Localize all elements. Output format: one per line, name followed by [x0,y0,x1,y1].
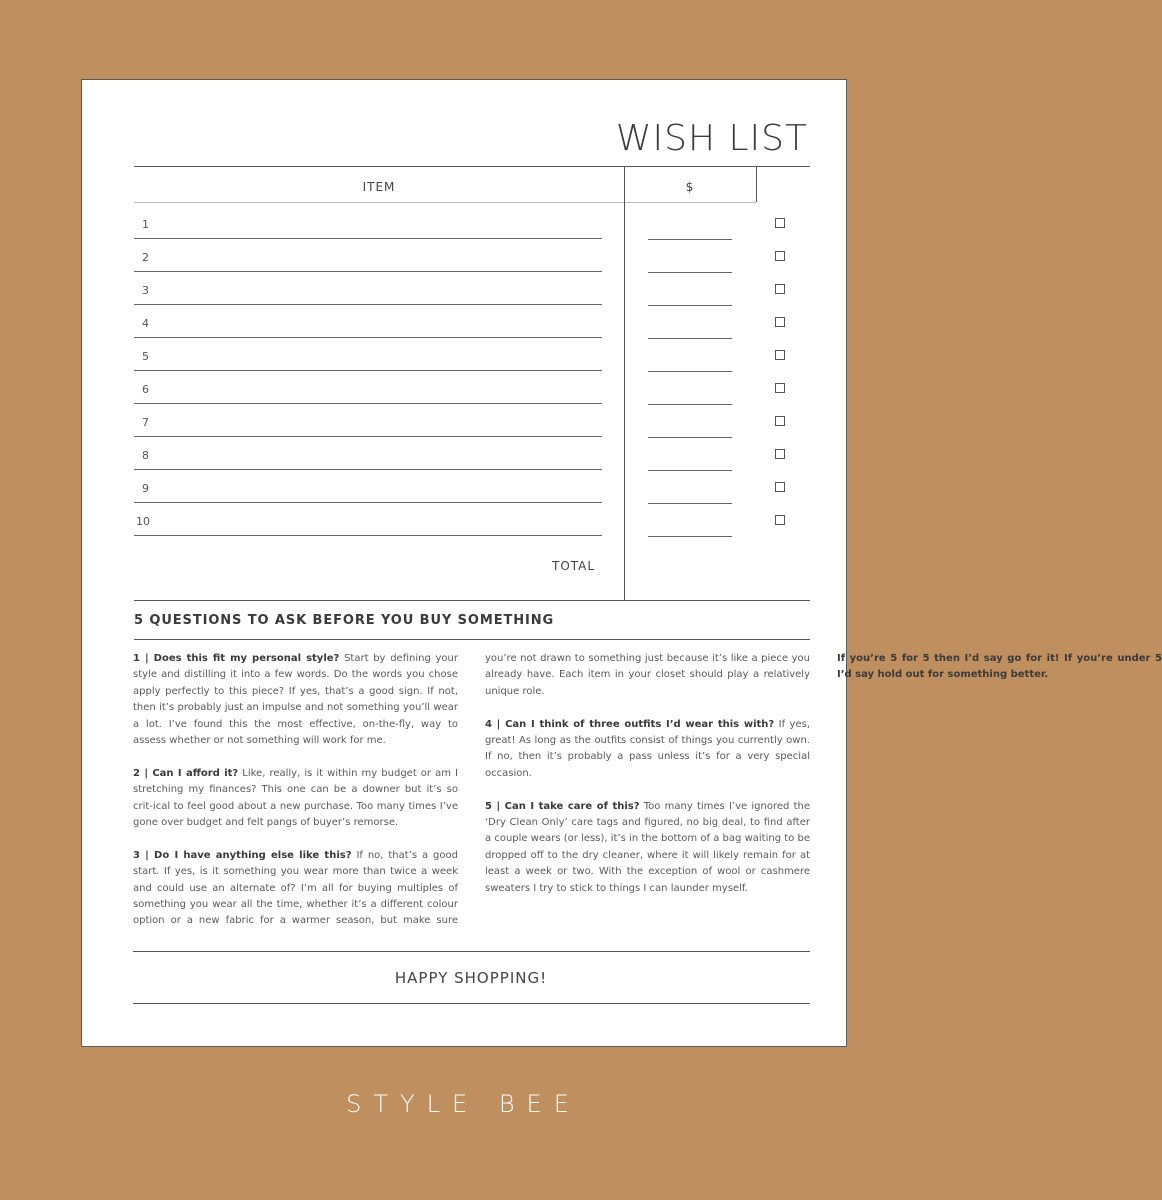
question-2-text: Like, really, is it within my budget or am I stretching my finances? This one can be a downer but it’s so crit-ical to feel good about a new purchase. Too many times I’ve gone over budget and felt pangs of buyer’s remorse. [133,767,458,829]
question-5 [485,799,810,897]
item-row-6[interactable] [134,371,602,404]
question-1-text: Start by defining your style and distilling it into a few words. Do the words you chose apply perfectly to this piece? If yes, that’s a good sign. If not, then it’s probably just an impulse and not something you’ll wear a lot. I’ve found this the most effective, on-the-fly, way to assess whether or not something will work for me. [133,653,459,747]
purchased-checkbox-8[interactable] [775,449,785,459]
item-row-5[interactable] [134,338,602,371]
header-divider-item [134,202,624,203]
column-divider-2 [756,166,757,202]
price-field-5[interactable] [648,371,732,372]
question-3-text: If no, that’s a good start. If yes, is it something you wear more than twice a week and could use an alternate of? I’m all for buying multiples of something you wear all the time, whether it’s a different colour option or a new fabric for a warmer season, but make sure you’re not drawn to something just because it’s like a piece you already have. Each item in your closet should play a relatively unique role. [133,653,810,927]
purchased-checkbox-6[interactable] [775,383,785,393]
purchased-checkbox-10[interactable] [775,515,785,525]
questions-heading: 5 QUESTIONS TO ASK BEFORE YOU BUY SOMETHING [134,613,555,628]
total-label: TOTAL [552,559,596,573]
item-row-2[interactable] [134,239,602,272]
item-row-9[interactable] [134,470,602,503]
item-row-10[interactable] [134,503,602,536]
closing-note [837,651,1162,684]
price-field-6[interactable] [648,404,732,405]
row-number: 6 [142,383,149,396]
question-5-text: Too many times I’ve ignored the ‘Dry Clean Only’ care tags and figured, no big deal, to find after a couple wears (or less), it’s in the bottom of a bag waiting to be dropped off to the dry cleaner, where it will likely remain for at least a week or two. With the exception of wool or cashmere sweaters I try to stick to things I can launder myself. [485,800,810,894]
price-field-7[interactable] [648,437,732,438]
purchased-checkbox-7[interactable] [775,416,785,426]
question-1 [133,651,458,749]
happy-bottom-rule [133,1003,810,1004]
questions-body [133,651,1162,931]
closing-note-text: If you’re 5 for 5 then I’d say go for it! If you’re under 5 I’d say hold out for something better. [837,653,1162,681]
row-number: 7 [142,416,149,429]
happy-shopping-text: HAPPY SHOPPING! [394,969,548,987]
row-number: 9 [142,482,149,495]
questions-rule [134,639,810,640]
purchased-checkbox-3[interactable] [775,284,785,294]
item-row-1[interactable] [134,206,602,239]
item-row-8[interactable] [134,437,602,470]
purchased-checkbox-9[interactable] [775,482,785,492]
price-field-8[interactable] [648,470,732,471]
row-number: 2 [142,251,149,264]
page-title: WISH LIST [615,118,808,159]
item-row-4[interactable] [134,305,602,338]
table-top-rule [134,166,810,167]
purchased-checkbox-1[interactable] [775,218,785,228]
question-2-title: 2 | Can I afford it? [133,767,239,779]
item-row-7[interactable] [134,404,602,437]
row-number: 3 [142,284,149,297]
table-bottom-rule [134,600,810,601]
row-number: 4 [142,317,149,330]
row-number: 1 [142,218,149,231]
row-number: 8 [142,449,149,462]
purchased-checkbox-4[interactable] [775,317,785,327]
question-3-title: 3 | Do I have anything else like this? [133,849,352,861]
item-line [134,535,602,536]
price-field-4[interactable] [648,338,732,339]
question-4-title: 4 | Can I think of three outfits I’d wear this with? [485,718,775,730]
question-2 [133,766,458,832]
column-header-item: ITEM [362,180,396,194]
price-field-2[interactable] [648,272,732,273]
row-number: 5 [142,350,149,363]
column-header-price: $ [685,180,695,194]
column-divider-1 [624,166,625,600]
question-4 [485,717,810,783]
header-divider-price [624,202,756,203]
price-field-10[interactable] [648,536,732,537]
question-5-title: 5 | Can I take care of this? [485,800,640,812]
row-number: 10 [136,515,150,528]
price-field-1[interactable] [648,239,732,240]
purchased-checkbox-2[interactable] [775,251,785,261]
brand-logo: STYLE BEE [346,1090,581,1118]
price-field-3[interactable] [648,305,732,306]
item-row-3[interactable] [134,272,602,305]
price-field-9[interactable] [648,503,732,504]
happy-top-rule [133,951,810,952]
question-1-title: 1 | Does this fit my personal style? [133,653,340,664]
question-4-text: If yes, great! As long as the outfits consist of things you currently own. If no, then it’s probably a pass unless it’s for a very special occasion. [485,718,811,779]
purchased-checkbox-5[interactable] [775,350,785,360]
